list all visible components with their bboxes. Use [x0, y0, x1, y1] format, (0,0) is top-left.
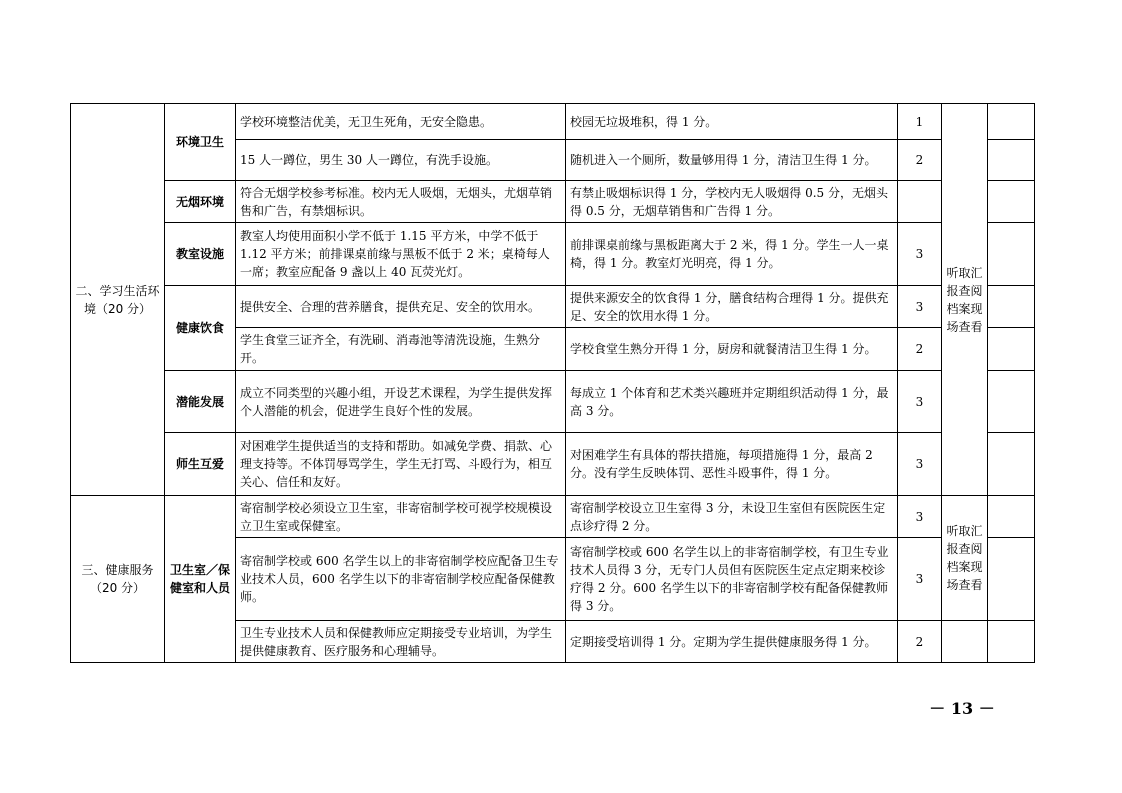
- standard-cell: 教室人均使用面积小学不低于 1.15 平方米，中学不低于 1.12 平方米；前排课桌前缘与黑板不低于 2 米；桌椅每人一席；教室应配备 9 盏以上 40 瓦荧光灯。: [236, 223, 566, 286]
- table-row: [71, 496, 1035, 538]
- score-cell: 2: [898, 328, 942, 371]
- page-number: － 13 －: [929, 699, 995, 718]
- item-classroom-facilities: 教室设施: [165, 223, 236, 286]
- item-potential-development: 潜能发展: [165, 371, 236, 433]
- blank-cell: [988, 496, 1035, 538]
- criteria-cell: 随机进入一个厕所，数量够用得 1 分，清洁卫生得 1 分。: [566, 140, 898, 181]
- score-cell: 2: [898, 621, 942, 663]
- standard-cell: 学生食堂三证齐全，有洗刷、消毒池等清洗设施，生熟分开。: [236, 328, 566, 371]
- criteria-cell: 每成立 1 个体育和艺术类兴趣班并定期组织活动得 1 分，最高 3 分。: [566, 371, 898, 433]
- blank-cell: [988, 223, 1035, 286]
- blank-cell: [988, 104, 1035, 140]
- blank-cell: [988, 621, 1035, 663]
- score-cell: 3: [898, 286, 942, 328]
- blank-cell: [988, 371, 1035, 433]
- blank-cell: [988, 140, 1035, 181]
- score-cell: 3: [898, 371, 942, 433]
- criteria-cell: 前排课桌前缘与黑板距离大于 2 米，得 1 分。学生一人一桌椅，得 1 分。教室灯光明亮，得 1 分。: [566, 223, 898, 286]
- table-row: [71, 433, 1035, 496]
- table-row: [71, 286, 1035, 328]
- blank-cell: [942, 621, 988, 663]
- blank-cell: [988, 286, 1035, 328]
- standard-cell: 卫生专业技术人员和保健教师应定期接受专业培训，为学生提供健康教育、医疗服务和心理辅导。: [236, 621, 566, 663]
- score-cell: 3: [898, 496, 942, 538]
- check-method-cell: 听取汇报查阅档案现场查看: [942, 104, 988, 496]
- score-cell: 2: [898, 140, 942, 181]
- standard-cell: 对困难学生提供适当的支持和帮助。如减免学费、捐款、心理支持等。不体罚辱骂学生，学生无打骂、斗殴行为，相互关心、信任和友好。: [236, 433, 566, 496]
- standard-cell: 提供安全、合理的营养膳食，提供充足、安全的饮用水。: [236, 286, 566, 328]
- item-healthy-diet: 健康饮食: [165, 286, 236, 371]
- criteria-cell: 校园无垃圾堆积，得 1 分。: [566, 104, 898, 140]
- table-row: [71, 181, 1035, 223]
- standard-cell: 学校环境整洁优美，无卫生死角，无安全隐患。: [236, 104, 566, 140]
- item-environment-hygiene: 环境卫生: [165, 104, 236, 181]
- blank-cell: [988, 328, 1035, 371]
- criteria-cell: 对困难学生有具体的帮扶措施，每项措施得 1 分，最高 2 分。没有学生反映体罚、恶性斗殴事件，得 1 分。: [566, 433, 898, 496]
- evaluation-table: [70, 103, 1035, 663]
- area-health-services: 三、健康服务（20 分）: [71, 496, 165, 663]
- standard-cell: 寄宿制学校或 600 名学生以上的非寄宿制学校应配备卫生专业技术人员，600 名学生以下的非寄宿制学校应配备保健教师。: [236, 538, 566, 621]
- item-clinic-staff: 卫生室／保健室和人员: [165, 496, 236, 663]
- table-row: [71, 104, 1035, 140]
- standard-cell: 成立不同类型的兴趣小组，开设艺术课程，为学生提供发挥个人潜能的机会，促进学生良好个性的发展。: [236, 371, 566, 433]
- item-teacher-student-care: 师生互爱: [165, 433, 236, 496]
- standard-cell: 15 人一蹲位，男生 30 人一蹲位，有洗手设施。: [236, 140, 566, 181]
- standard-cell: 符合无烟学校参考标准。校内无人吸烟，无烟头，尤烟草销售和广告，有禁烟标识。: [236, 181, 566, 223]
- blank-cell: [988, 433, 1035, 496]
- standard-cell: 寄宿制学校必须设立卫生室，非寄宿制学校可视学校规模设立卫生室或保健室。: [236, 496, 566, 538]
- criteria-cell: 学校食堂生熟分开得 1 分，厨房和就餐清洁卫生得 1 分。: [566, 328, 898, 371]
- table-row: [71, 223, 1035, 286]
- criteria-cell: 定期接受培训得 1 分。定期为学生提供健康服务得 1 分。: [566, 621, 898, 663]
- area-learning-environment: 二、学习生活环境（20 分）: [71, 104, 165, 496]
- score-cell: 3: [898, 538, 942, 621]
- criteria-cell: 有禁止吸烟标识得 1 分，学校内无人吸烟得 0.5 分，无烟头得 0.5 分，无烟草销售和广告得 1 分。: [566, 181, 898, 223]
- check-method-cell: 听取汇报查阅档案现场查看: [942, 496, 988, 621]
- item-smoke-free: 无烟环境: [165, 181, 236, 223]
- score-cell: [898, 181, 942, 223]
- score-cell: 1: [898, 104, 942, 140]
- criteria-cell: 寄宿制学校或 600 名学生以上的非寄宿制学校，有卫生专业技术人员得 3 分，无专门人员但有医院医生定点定期来校诊疗得 2 分。600 名学生以下的非寄宿制学校有配备保健教师得 3 分。: [566, 538, 898, 621]
- criteria-cell: 寄宿制学校设立卫生室得 3 分，未设卫生室但有医院医生定点诊疗得 2 分。: [566, 496, 898, 538]
- blank-cell: [988, 538, 1035, 621]
- score-cell: 3: [898, 433, 942, 496]
- criteria-cell: 提供来源安全的饮食得 1 分，膳食结构合理得 1 分。提供充足、安全的饮用水得 1 分。: [566, 286, 898, 328]
- blank-cell: [988, 181, 1035, 223]
- table-row: [71, 371, 1035, 433]
- score-cell: 3: [898, 223, 942, 286]
